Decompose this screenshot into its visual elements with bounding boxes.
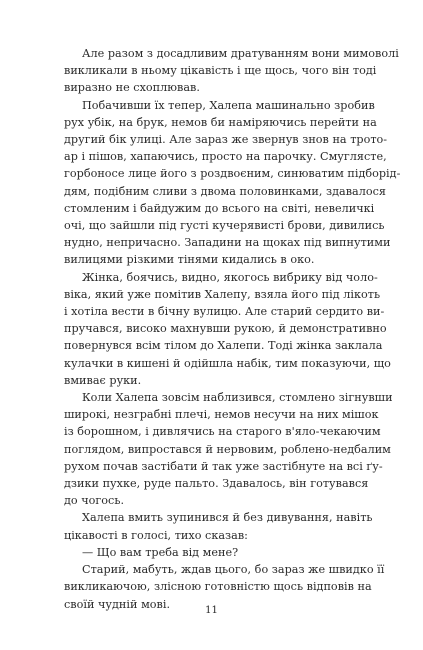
paragraph	[64, 269, 391, 389]
text-line: Але разом з досадливим дратуванням вони мимоволі	[82, 47, 399, 60]
text-line: Побачивши їх тепер, Халепа машинально зробив	[82, 98, 375, 112]
text-line: пручався, високо махнувши рукою, й демонстративно	[64, 322, 387, 336]
text-line: рухом почав застібати й так уже застібнуте на всі ґу-	[64, 459, 383, 473]
text-line: вмиває руки.	[64, 373, 142, 387]
text-line: горбоносе лице його з роздвоєним, синюватим підборід-	[64, 167, 401, 181]
paragraph	[64, 97, 401, 269]
text-line: своїй чудній мові.	[64, 597, 171, 611]
text-line: другий бік улиці. Але зараз же звернув знов на трото-	[64, 133, 388, 147]
text-line: і хотіла вести в бічну вулицю. Але старий сердито ви-	[64, 305, 385, 319]
text-line: викликаючою, злісною готовністю щось відповів на	[64, 580, 372, 594]
dialogue-line	[64, 544, 358, 561]
text-line: виразно не схоплював.	[64, 81, 200, 95]
paragraph	[64, 509, 373, 543]
paragraph	[64, 389, 393, 509]
text-line: ар і пішов, хапаючись, просто на парочку. Смуглясте,	[64, 150, 387, 164]
text-line: — Що вам треба від мене?	[82, 545, 239, 559]
text-line: широкі, незграбні плечі, немов несучи на них мішок	[64, 408, 379, 422]
text-line: повернувся всім тілом до Халепи. Тоді жінка заклала	[64, 339, 383, 353]
text-line: стомленим і байдужим до всього на світі, невеличкі	[64, 201, 375, 215]
text-line: Жінка, боячись, видно, якогось вибрику від чоло-	[82, 270, 378, 284]
text-line: рух убік, на брук, немов би наміряючись перейти на	[64, 115, 377, 129]
text-line: очі, що зайшли під густі кучерявисті брови, дивились	[64, 219, 385, 233]
text-line: дзики пухке, руде пальто. Здавалось, він готувався	[64, 477, 369, 491]
text-line: вилицями різкими тінями кидались в око.	[64, 253, 315, 267]
text-line: викликали в ньому цікавість і ще щось, чого він тоді	[64, 64, 377, 78]
paragraph	[64, 45, 399, 97]
text-line: кулачки в кишені й одійшла набік, тим показуючи, що	[64, 356, 391, 370]
text-line: нудно, непричасно. Западини на щоках під випнутими	[64, 236, 391, 250]
text-line: цікавості в голосі, тихо сказав:	[64, 528, 248, 542]
text-line: віка, який уже помітив Халепу, взяла його під лікоть	[64, 287, 381, 301]
page-number: 11	[205, 605, 218, 616]
text-line: поглядом, випростався й нервовим, роблено-недбалим	[64, 442, 391, 456]
text-line: Старий, мабуть, ждав цього, бо зараз же швидко її	[82, 563, 385, 577]
body-text	[64, 45, 401, 613]
text-line: Халепа вмить зупинився й без дивування, навіть	[82, 511, 373, 525]
text-line: до чогось.	[64, 494, 125, 508]
text-line: дям, подібним сливи з двома половинками, здавалося	[64, 184, 386, 198]
text-line: Коли Халепа зовсім наблизився, стомлено зігнувши	[82, 391, 393, 405]
text-line: із борошном, і дивлячись на старого в'яло-чекаючим	[64, 425, 381, 439]
